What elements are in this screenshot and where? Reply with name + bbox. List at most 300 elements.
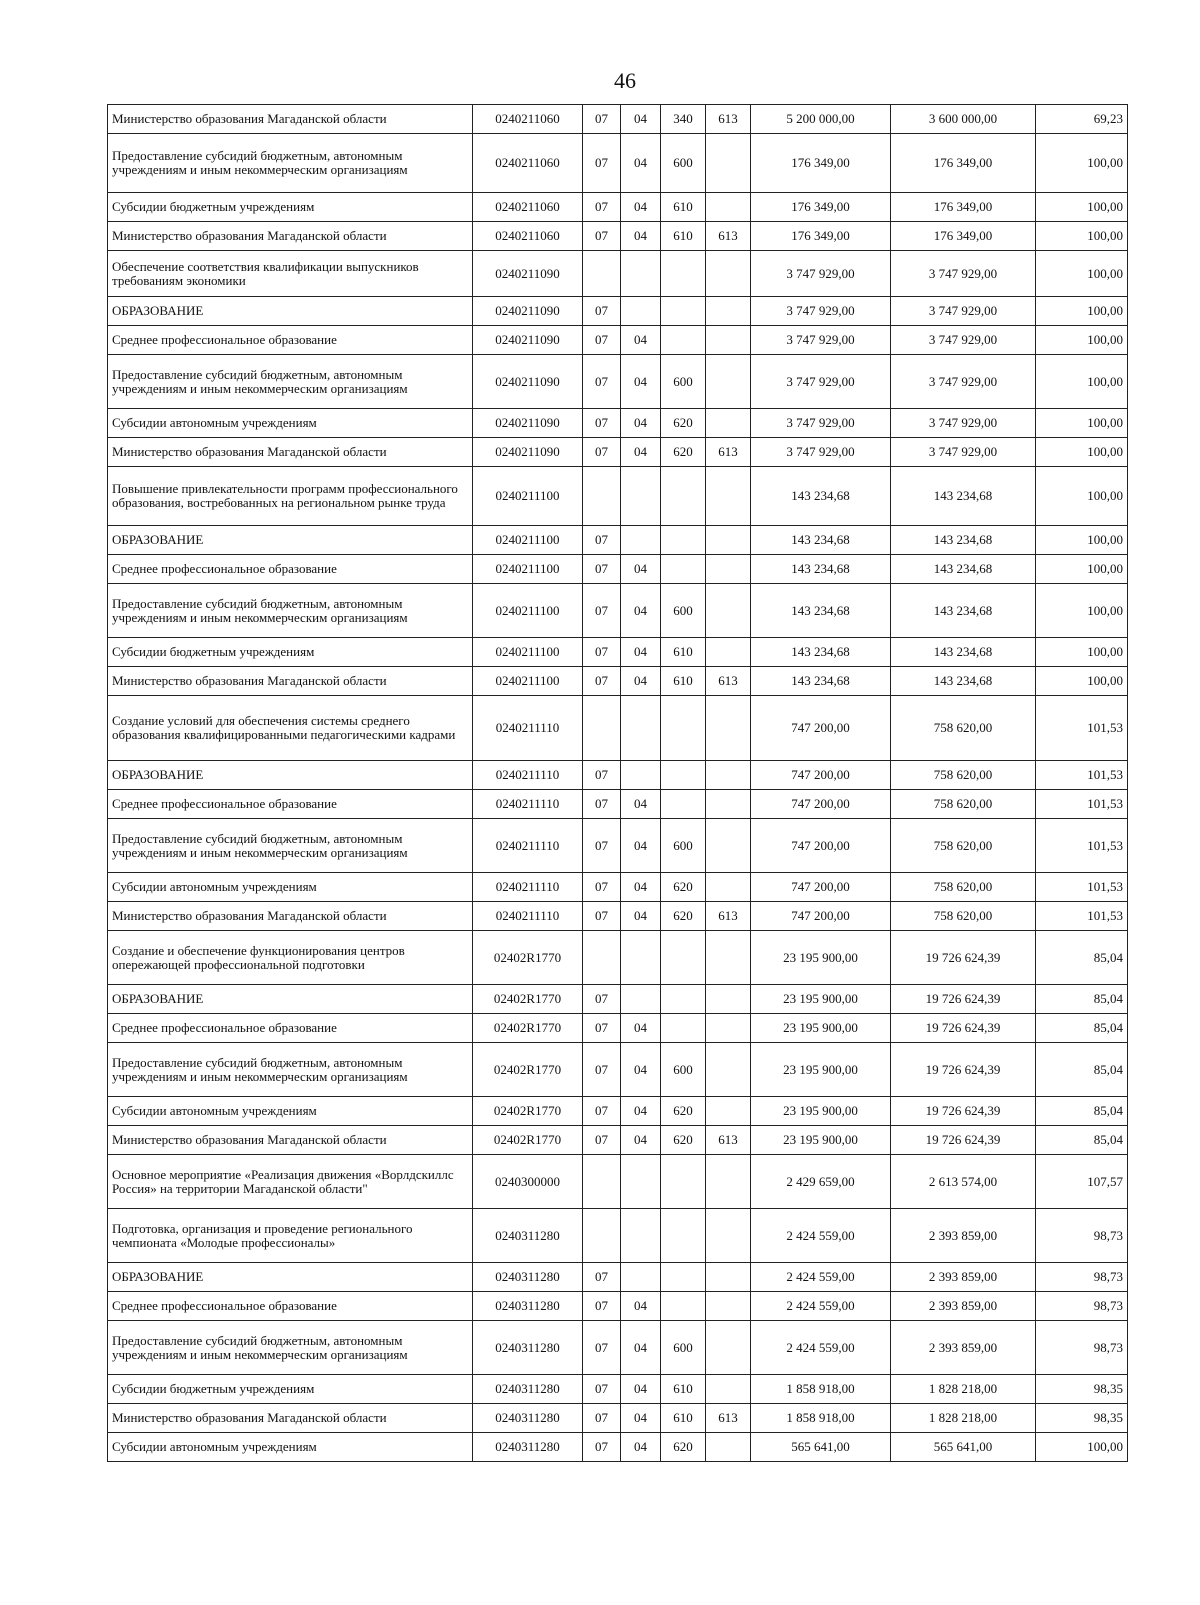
cell-planned: 143 234,68 bbox=[751, 584, 891, 638]
cell-actual: 2 613 574,00 bbox=[891, 1155, 1036, 1209]
cell-subsection: 04 bbox=[621, 584, 661, 638]
cell-percent: 100,00 bbox=[1036, 1433, 1128, 1462]
cell-target-code: 0240311280 bbox=[473, 1404, 583, 1433]
cell-section: 07 bbox=[583, 1375, 621, 1404]
cell-percent: 101,53 bbox=[1036, 790, 1128, 819]
cell-department bbox=[706, 1097, 751, 1126]
cell-expense-type: 340 bbox=[661, 105, 706, 134]
cell-planned: 23 195 900,00 bbox=[751, 1014, 891, 1043]
cell-percent: 101,53 bbox=[1036, 696, 1128, 761]
cell-section bbox=[583, 931, 621, 985]
cell-section bbox=[583, 696, 621, 761]
table-row bbox=[108, 134, 1128, 193]
cell-expense-type bbox=[661, 696, 706, 761]
cell-target-code: 0240211100 bbox=[473, 667, 583, 696]
cell-actual: 143 234,68 bbox=[891, 467, 1036, 526]
cell-expense-type: 610 bbox=[661, 638, 706, 667]
cell-target-code: 02402R1770 bbox=[473, 1126, 583, 1155]
cell-target-code: 0240211090 bbox=[473, 297, 583, 326]
cell-name: Субсидии автономным учреждениям bbox=[108, 873, 473, 902]
cell-percent: 100,00 bbox=[1036, 467, 1128, 526]
cell-subsection bbox=[621, 1155, 661, 1209]
cell-planned: 747 200,00 bbox=[751, 696, 891, 761]
cell-target-code: 0240211100 bbox=[473, 638, 583, 667]
cell-actual: 2 393 859,00 bbox=[891, 1321, 1036, 1375]
table-row bbox=[108, 1155, 1128, 1209]
cell-subsection: 04 bbox=[621, 667, 661, 696]
cell-target-code: 02402R1770 bbox=[473, 1097, 583, 1126]
cell-planned: 143 234,68 bbox=[751, 467, 891, 526]
cell-department bbox=[706, 873, 751, 902]
cell-target-code: 0240311280 bbox=[473, 1209, 583, 1263]
cell-name: Предоставление субсидий бюджетным, автономным учреждениям и иным некоммерческим организациям bbox=[108, 819, 473, 873]
cell-department bbox=[706, 638, 751, 667]
cell-section: 07 bbox=[583, 409, 621, 438]
cell-subsection: 04 bbox=[621, 1404, 661, 1433]
cell-section bbox=[583, 467, 621, 526]
cell-subsection bbox=[621, 931, 661, 985]
table-row bbox=[108, 526, 1128, 555]
cell-percent: 85,04 bbox=[1036, 1014, 1128, 1043]
cell-actual: 19 726 624,39 bbox=[891, 1097, 1036, 1126]
table-row bbox=[108, 1126, 1128, 1155]
cell-name: Создание и обеспечение функционирования центров опережающей профессиональной подготовки bbox=[108, 931, 473, 985]
cell-section: 07 bbox=[583, 193, 621, 222]
cell-expense-type bbox=[661, 790, 706, 819]
table-row bbox=[108, 251, 1128, 297]
table-row bbox=[108, 467, 1128, 526]
cell-planned: 1 858 918,00 bbox=[751, 1404, 891, 1433]
cell-expense-type: 610 bbox=[661, 1404, 706, 1433]
cell-expense-type bbox=[661, 1014, 706, 1043]
table-row bbox=[108, 985, 1128, 1014]
table-row bbox=[108, 638, 1128, 667]
cell-name: Субсидии бюджетным учреждениям bbox=[108, 193, 473, 222]
cell-section: 07 bbox=[583, 105, 621, 134]
cell-percent: 100,00 bbox=[1036, 438, 1128, 467]
cell-percent: 100,00 bbox=[1036, 193, 1128, 222]
cell-department bbox=[706, 1014, 751, 1043]
cell-section: 07 bbox=[583, 638, 621, 667]
cell-department: 613 bbox=[706, 667, 751, 696]
cell-subsection: 04 bbox=[621, 902, 661, 931]
cell-department bbox=[706, 1433, 751, 1462]
cell-department bbox=[706, 193, 751, 222]
cell-department bbox=[706, 584, 751, 638]
table-row bbox=[108, 438, 1128, 467]
cell-section: 07 bbox=[583, 902, 621, 931]
cell-department bbox=[706, 790, 751, 819]
cell-actual: 176 349,00 bbox=[891, 222, 1036, 251]
cell-actual: 3 600 000,00 bbox=[891, 105, 1036, 134]
cell-planned: 23 195 900,00 bbox=[751, 1097, 891, 1126]
cell-section: 07 bbox=[583, 1126, 621, 1155]
cell-actual: 1 828 218,00 bbox=[891, 1404, 1036, 1433]
table-row bbox=[108, 790, 1128, 819]
cell-expense-type bbox=[661, 526, 706, 555]
table-row bbox=[108, 409, 1128, 438]
cell-name: Субсидии автономным учреждениям bbox=[108, 409, 473, 438]
cell-subsection: 04 bbox=[621, 1097, 661, 1126]
cell-actual: 758 620,00 bbox=[891, 696, 1036, 761]
cell-department bbox=[706, 526, 751, 555]
cell-target-code: 0240211090 bbox=[473, 326, 583, 355]
cell-target-code: 0240211110 bbox=[473, 790, 583, 819]
cell-expense-type bbox=[661, 931, 706, 985]
cell-subsection: 04 bbox=[621, 438, 661, 467]
cell-percent: 98,73 bbox=[1036, 1209, 1128, 1263]
cell-subsection bbox=[621, 761, 661, 790]
cell-actual: 758 620,00 bbox=[891, 902, 1036, 931]
cell-percent: 85,04 bbox=[1036, 1126, 1128, 1155]
cell-department bbox=[706, 467, 751, 526]
cell-section: 07 bbox=[583, 1014, 621, 1043]
cell-section: 07 bbox=[583, 819, 621, 873]
cell-department bbox=[706, 251, 751, 297]
cell-expense-type: 600 bbox=[661, 134, 706, 193]
cell-percent: 101,53 bbox=[1036, 873, 1128, 902]
cell-department bbox=[706, 326, 751, 355]
cell-department bbox=[706, 696, 751, 761]
cell-expense-type bbox=[661, 1263, 706, 1292]
cell-subsection bbox=[621, 526, 661, 555]
table-row bbox=[108, 667, 1128, 696]
cell-section: 07 bbox=[583, 438, 621, 467]
cell-planned: 23 195 900,00 bbox=[751, 985, 891, 1014]
cell-actual: 3 747 929,00 bbox=[891, 251, 1036, 297]
cell-percent: 100,00 bbox=[1036, 297, 1128, 326]
table-row bbox=[108, 326, 1128, 355]
table-row bbox=[108, 1375, 1128, 1404]
cell-actual: 758 620,00 bbox=[891, 761, 1036, 790]
cell-name: ОБРАЗОВАНИЕ bbox=[108, 526, 473, 555]
cell-expense-type: 620 bbox=[661, 1433, 706, 1462]
cell-name: Подготовка, организация и проведение регионального чемпионата «Молодые профессионалы» bbox=[108, 1209, 473, 1263]
cell-target-code: 0240211100 bbox=[473, 584, 583, 638]
cell-expense-type: 610 bbox=[661, 193, 706, 222]
cell-target-code: 0240211100 bbox=[473, 526, 583, 555]
table-row bbox=[108, 1292, 1128, 1321]
cell-target-code: 0240211060 bbox=[473, 134, 583, 193]
cell-actual: 1 828 218,00 bbox=[891, 1375, 1036, 1404]
cell-planned: 3 747 929,00 bbox=[751, 251, 891, 297]
cell-target-code: 0240311280 bbox=[473, 1292, 583, 1321]
cell-planned: 747 200,00 bbox=[751, 819, 891, 873]
cell-target-code: 0240211090 bbox=[473, 438, 583, 467]
cell-actual: 3 747 929,00 bbox=[891, 409, 1036, 438]
cell-percent: 101,53 bbox=[1036, 819, 1128, 873]
cell-expense-type bbox=[661, 467, 706, 526]
cell-subsection: 04 bbox=[621, 1292, 661, 1321]
cell-name: Министерство образования Магаданской области bbox=[108, 1126, 473, 1155]
cell-subsection: 04 bbox=[621, 409, 661, 438]
cell-section: 07 bbox=[583, 1263, 621, 1292]
table-row bbox=[108, 105, 1128, 134]
cell-subsection: 04 bbox=[621, 193, 661, 222]
cell-section: 07 bbox=[583, 1097, 621, 1126]
cell-planned: 176 349,00 bbox=[751, 222, 891, 251]
cell-actual: 3 747 929,00 bbox=[891, 438, 1036, 467]
cell-expense-type: 620 bbox=[661, 873, 706, 902]
cell-section: 07 bbox=[583, 326, 621, 355]
cell-expense-type: 600 bbox=[661, 1321, 706, 1375]
cell-percent: 98,35 bbox=[1036, 1404, 1128, 1433]
page-number: 46 bbox=[614, 68, 636, 93]
cell-planned: 176 349,00 bbox=[751, 134, 891, 193]
cell-department bbox=[706, 1209, 751, 1263]
cell-name: Предоставление субсидий бюджетным, автономным учреждениям и иным некоммерческим организациям bbox=[108, 584, 473, 638]
cell-subsection: 04 bbox=[621, 555, 661, 584]
cell-name: Среднее профессиональное образование bbox=[108, 1292, 473, 1321]
cell-expense-type bbox=[661, 761, 706, 790]
cell-target-code: 02402R1770 bbox=[473, 931, 583, 985]
cell-planned: 23 195 900,00 bbox=[751, 1043, 891, 1097]
cell-department bbox=[706, 1321, 751, 1375]
cell-name: Министерство образования Магаданской области bbox=[108, 902, 473, 931]
cell-actual: 2 393 859,00 bbox=[891, 1209, 1036, 1263]
cell-planned: 176 349,00 bbox=[751, 193, 891, 222]
cell-section bbox=[583, 1155, 621, 1209]
cell-department: 613 bbox=[706, 902, 751, 931]
cell-planned: 747 200,00 bbox=[751, 761, 891, 790]
cell-target-code: 0240211060 bbox=[473, 193, 583, 222]
cell-department bbox=[706, 931, 751, 985]
cell-actual: 19 726 624,39 bbox=[891, 985, 1036, 1014]
cell-name: Субсидии бюджетным учреждениям bbox=[108, 638, 473, 667]
cell-target-code: 0240211100 bbox=[473, 555, 583, 584]
cell-planned: 747 200,00 bbox=[751, 873, 891, 902]
cell-target-code: 0240211060 bbox=[473, 222, 583, 251]
cell-name: Среднее профессиональное образование bbox=[108, 1014, 473, 1043]
cell-subsection: 04 bbox=[621, 326, 661, 355]
cell-target-code: 0240211090 bbox=[473, 355, 583, 409]
cell-expense-type bbox=[661, 1155, 706, 1209]
cell-target-code: 0240311280 bbox=[473, 1263, 583, 1292]
cell-percent: 100,00 bbox=[1036, 251, 1128, 297]
cell-subsection bbox=[621, 297, 661, 326]
cell-percent: 107,57 bbox=[1036, 1155, 1128, 1209]
cell-subsection: 04 bbox=[621, 222, 661, 251]
cell-percent: 101,53 bbox=[1036, 902, 1128, 931]
cell-name: Предоставление субсидий бюджетным, автономным учреждениям и иным некоммерческим организациям bbox=[108, 1043, 473, 1097]
cell-actual: 143 234,68 bbox=[891, 667, 1036, 696]
cell-section: 07 bbox=[583, 222, 621, 251]
cell-department: 613 bbox=[706, 438, 751, 467]
cell-percent: 98,73 bbox=[1036, 1292, 1128, 1321]
cell-percent: 98,35 bbox=[1036, 1375, 1128, 1404]
cell-department: 613 bbox=[706, 1404, 751, 1433]
cell-target-code: 0240311280 bbox=[473, 1321, 583, 1375]
cell-section: 07 bbox=[583, 297, 621, 326]
cell-expense-type bbox=[661, 251, 706, 297]
cell-department bbox=[706, 297, 751, 326]
cell-section: 07 bbox=[583, 1321, 621, 1375]
cell-subsection: 04 bbox=[621, 1014, 661, 1043]
cell-name: Предоставление субсидий бюджетным, автономным учреждениям и иным некоммерческим организациям bbox=[108, 355, 473, 409]
cell-actual: 758 620,00 bbox=[891, 819, 1036, 873]
cell-expense-type: 620 bbox=[661, 1097, 706, 1126]
cell-target-code: 0240211110 bbox=[473, 761, 583, 790]
cell-percent: 100,00 bbox=[1036, 667, 1128, 696]
cell-expense-type bbox=[661, 1292, 706, 1321]
cell-name: Основное мероприятие «Реализация движения «Ворлдскиллс Россия» на территории Магаданской области" bbox=[108, 1155, 473, 1209]
cell-department bbox=[706, 985, 751, 1014]
cell-actual: 3 747 929,00 bbox=[891, 297, 1036, 326]
cell-name: Обеспечение соответствия квалификации выпускников требованиям экономики bbox=[108, 251, 473, 297]
cell-subsection bbox=[621, 467, 661, 526]
cell-name: Министерство образования Магаданской области bbox=[108, 667, 473, 696]
cell-planned: 565 641,00 bbox=[751, 1433, 891, 1462]
cell-name: Повышение привлекательности программ профессионального образования, востребованных на региональном рынке труда bbox=[108, 467, 473, 526]
cell-planned: 2 424 559,00 bbox=[751, 1209, 891, 1263]
cell-section: 07 bbox=[583, 1433, 621, 1462]
cell-planned: 2 429 659,00 bbox=[751, 1155, 891, 1209]
cell-target-code: 0240211090 bbox=[473, 409, 583, 438]
cell-expense-type bbox=[661, 326, 706, 355]
table-row bbox=[108, 1043, 1128, 1097]
cell-percent: 85,04 bbox=[1036, 1043, 1128, 1097]
cell-planned: 143 234,68 bbox=[751, 638, 891, 667]
cell-department bbox=[706, 1375, 751, 1404]
cell-section bbox=[583, 1209, 621, 1263]
cell-actual: 758 620,00 bbox=[891, 790, 1036, 819]
cell-name: Среднее профессиональное образование bbox=[108, 326, 473, 355]
table-row bbox=[108, 555, 1128, 584]
cell-expense-type: 620 bbox=[661, 409, 706, 438]
cell-actual: 19 726 624,39 bbox=[891, 931, 1036, 985]
cell-name: Субсидии автономным учреждениям bbox=[108, 1433, 473, 1462]
cell-expense-type bbox=[661, 297, 706, 326]
cell-target-code: 0240211090 bbox=[473, 251, 583, 297]
table-row bbox=[108, 1404, 1128, 1433]
cell-target-code: 0240211060 bbox=[473, 105, 583, 134]
cell-actual: 143 234,68 bbox=[891, 638, 1036, 667]
cell-expense-type: 620 bbox=[661, 1126, 706, 1155]
cell-expense-type: 620 bbox=[661, 438, 706, 467]
cell-planned: 3 747 929,00 bbox=[751, 297, 891, 326]
cell-percent: 98,73 bbox=[1036, 1321, 1128, 1375]
cell-expense-type: 600 bbox=[661, 819, 706, 873]
cell-planned: 5 200 000,00 bbox=[751, 105, 891, 134]
cell-target-code: 0240311280 bbox=[473, 1375, 583, 1404]
cell-section: 07 bbox=[583, 555, 621, 584]
cell-percent: 100,00 bbox=[1036, 134, 1128, 193]
cell-name: Министерство образования Магаданской области bbox=[108, 1404, 473, 1433]
cell-actual: 2 393 859,00 bbox=[891, 1263, 1036, 1292]
cell-target-code: 0240211110 bbox=[473, 902, 583, 931]
cell-subsection: 04 bbox=[621, 1043, 661, 1097]
table-body bbox=[108, 105, 1128, 1462]
cell-percent: 98,73 bbox=[1036, 1263, 1128, 1292]
cell-target-code: 02402R1770 bbox=[473, 985, 583, 1014]
cell-section: 07 bbox=[583, 1043, 621, 1097]
cell-name: ОБРАЗОВАНИЕ bbox=[108, 761, 473, 790]
cell-department bbox=[706, 1155, 751, 1209]
table-row bbox=[108, 1209, 1128, 1263]
cell-department bbox=[706, 409, 751, 438]
cell-percent: 85,04 bbox=[1036, 1097, 1128, 1126]
cell-actual: 565 641,00 bbox=[891, 1433, 1036, 1462]
cell-department bbox=[706, 355, 751, 409]
cell-actual: 143 234,68 bbox=[891, 526, 1036, 555]
budget-table bbox=[107, 104, 1128, 1462]
cell-name: ОБРАЗОВАНИЕ bbox=[108, 297, 473, 326]
cell-department: 613 bbox=[706, 1126, 751, 1155]
cell-name: Министерство образования Магаданской области bbox=[108, 438, 473, 467]
cell-name: Предоставление субсидий бюджетным, автономным учреждениям и иным некоммерческим организациям bbox=[108, 1321, 473, 1375]
cell-planned: 3 747 929,00 bbox=[751, 326, 891, 355]
table-row bbox=[108, 193, 1128, 222]
cell-target-code: 0240211100 bbox=[473, 467, 583, 526]
table-row bbox=[108, 819, 1128, 873]
cell-planned: 3 747 929,00 bbox=[751, 438, 891, 467]
cell-department bbox=[706, 1043, 751, 1097]
cell-expense-type bbox=[661, 1209, 706, 1263]
cell-expense-type bbox=[661, 985, 706, 1014]
cell-actual: 2 393 859,00 bbox=[891, 1292, 1036, 1321]
table-row bbox=[108, 696, 1128, 761]
cell-name: ОБРАЗОВАНИЕ bbox=[108, 985, 473, 1014]
cell-subsection: 04 bbox=[621, 638, 661, 667]
cell-planned: 3 747 929,00 bbox=[751, 355, 891, 409]
cell-actual: 143 234,68 bbox=[891, 584, 1036, 638]
cell-expense-type: 620 bbox=[661, 902, 706, 931]
cell-planned: 1 858 918,00 bbox=[751, 1375, 891, 1404]
table-row bbox=[108, 355, 1128, 409]
cell-section: 07 bbox=[583, 1404, 621, 1433]
cell-actual: 19 726 624,39 bbox=[891, 1126, 1036, 1155]
table-row bbox=[108, 873, 1128, 902]
cell-section: 07 bbox=[583, 873, 621, 902]
cell-department: 613 bbox=[706, 222, 751, 251]
cell-percent: 85,04 bbox=[1036, 985, 1128, 1014]
cell-section: 07 bbox=[583, 985, 621, 1014]
cell-section: 07 bbox=[583, 667, 621, 696]
table-row bbox=[108, 1014, 1128, 1043]
cell-subsection: 04 bbox=[621, 873, 661, 902]
cell-name: Среднее профессиональное образование bbox=[108, 555, 473, 584]
cell-percent: 100,00 bbox=[1036, 222, 1128, 251]
cell-department: 613 bbox=[706, 105, 751, 134]
cell-subsection: 04 bbox=[621, 355, 661, 409]
cell-percent: 100,00 bbox=[1036, 326, 1128, 355]
cell-expense-type: 600 bbox=[661, 584, 706, 638]
cell-planned: 747 200,00 bbox=[751, 790, 891, 819]
cell-subsection bbox=[621, 1263, 661, 1292]
cell-department bbox=[706, 555, 751, 584]
cell-subsection: 04 bbox=[621, 1321, 661, 1375]
cell-percent: 100,00 bbox=[1036, 526, 1128, 555]
cell-section bbox=[583, 251, 621, 297]
table-row bbox=[108, 902, 1128, 931]
cell-actual: 3 747 929,00 bbox=[891, 326, 1036, 355]
cell-section: 07 bbox=[583, 761, 621, 790]
cell-planned: 143 234,68 bbox=[751, 555, 891, 584]
table-row bbox=[108, 584, 1128, 638]
cell-planned: 23 195 900,00 bbox=[751, 931, 891, 985]
cell-section: 07 bbox=[583, 1292, 621, 1321]
cell-name: Министерство образования Магаданской области bbox=[108, 222, 473, 251]
cell-target-code: 0240300000 bbox=[473, 1155, 583, 1209]
cell-name: Среднее профессиональное образование bbox=[108, 790, 473, 819]
cell-percent: 100,00 bbox=[1036, 555, 1128, 584]
cell-target-code: 0240311280 bbox=[473, 1433, 583, 1462]
cell-planned: 2 424 559,00 bbox=[751, 1292, 891, 1321]
cell-percent: 100,00 bbox=[1036, 638, 1128, 667]
cell-subsection bbox=[621, 251, 661, 297]
table-row bbox=[108, 761, 1128, 790]
cell-department bbox=[706, 134, 751, 193]
